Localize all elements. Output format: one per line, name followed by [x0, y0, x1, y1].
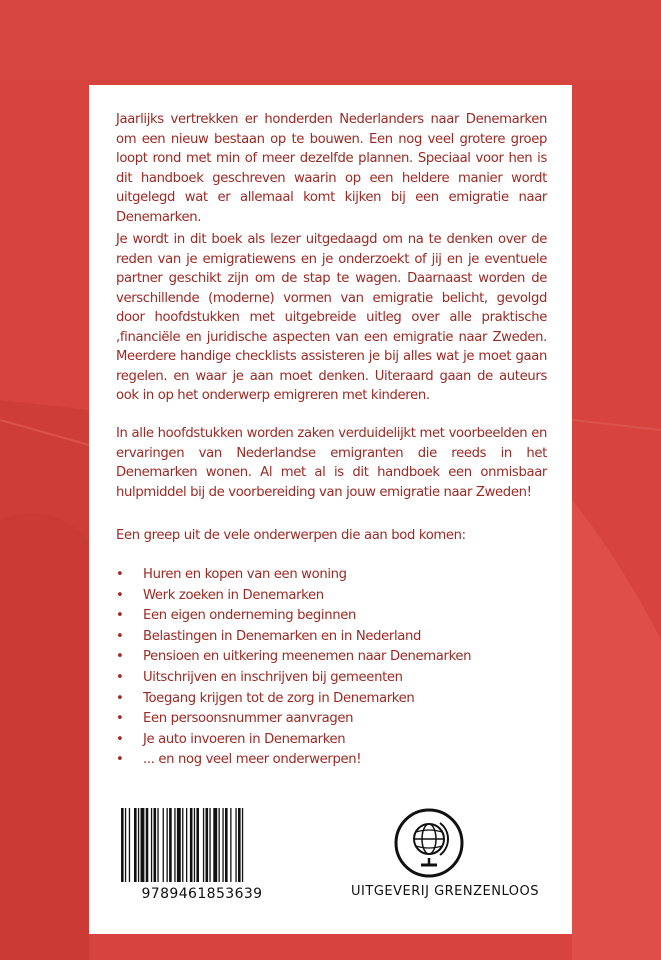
description-paragraph-3: In alle hoofdstukken worden zaken verduidelijkt met voorbeelden en ervaringen van Nederlandse emigranten die reeds in het Denemarken wonen. Al met al is dit handboek een onmisbaar hulpmiddel bij de voorbereiding van jouw emigratie naar Zweden! [116, 426, 547, 500]
list-item-text: Een eigen onderneming beginnen [143, 608, 357, 624]
list-item [116, 750, 547, 771]
bullet-icon: • [116, 669, 124, 685]
isbn-number: 9789461853639 [141, 886, 263, 902]
bullet-icon: • [116, 752, 124, 768]
list-item-text: Uitschrijven en inschrijven bij gemeenten [143, 669, 403, 685]
publisher-name: UITGEVERIJ GRENZENLOOS [351, 884, 539, 899]
list-item-text: Een persoonsnummer aanvragen [143, 711, 354, 727]
list-item [116, 668, 547, 689]
bullet-icon: • [116, 649, 124, 665]
list-item [116, 565, 547, 586]
list-item-text: Je auto invoeren in Denemarken [143, 731, 346, 747]
isbn-barcode [117, 808, 287, 910]
bullet-icon: • [116, 690, 124, 706]
list-item [116, 689, 547, 710]
list-item-text: Belastingen in Denemarken en in Nederland [143, 628, 422, 644]
barcode-bars [117, 808, 287, 884]
list-item [116, 647, 547, 668]
list-item-text: Pensioen en uitkering meenemen naar Denemarken [143, 649, 472, 665]
bullet-icon: • [116, 628, 124, 644]
description-paragraph-2: Je wordt in dit boek als lezer uitgedaagd om na te denken over de reden van je emigratiewens en je onderzoekt of jij en je eventuele partner geschikt zijn om de stap te wagen. Daarnaast worden de verschillende (moderne) vormen van emigratie belicht, gevolgd door hoofdstukken met uitgebreide uitleg over alle praktische ,financiële en juridische aspecten van een emigratie naar Zweden. Meerdere handige checklists assisteren je bij alles wat je moet gaan regelen. en waar je aan moet denken. Uiteraard gaan de auteurs ook in op het onderwerp emigreren met kinderen. [116, 232, 547, 403]
list-item [116, 730, 547, 751]
list-item-text: Werk zoeken in Denemarken [143, 587, 324, 603]
globe-icon [394, 808, 464, 878]
description-paragraph-1: Jaarlijks vertrekken er honderden Nederlanders naar Denemarken om een nieuw bestaan op te bouwen. Een nog veel grotere groep loopt rond met min of meer dezelfde plannen. Speciaal voor hen is dit handboek geschreven waarin op een heldere manier wordt uitgelegd wat er allemaal komt kijken bij een emigratie naar Denemarken. [116, 112, 547, 225]
list-item [116, 627, 547, 648]
topics-list [116, 565, 547, 771]
list-item [116, 606, 547, 627]
list-item [116, 709, 547, 730]
bullet-icon: • [116, 587, 124, 603]
list-item-text: Toegang krijgen tot de zorg in Denemarken [143, 690, 415, 706]
bullet-icon: • [116, 608, 124, 624]
bullet-icon: • [116, 567, 124, 582]
topics-intro: Een greep uit de vele onderwerpen die aan bod komen: [116, 528, 466, 543]
list-item [116, 586, 547, 607]
bullet-icon: • [116, 711, 124, 727]
bullet-icon: • [116, 731, 124, 747]
list-item-text: ... en nog veel meer onderwerpen! [143, 752, 362, 768]
list-item-text: Huren en kopen van een woning [143, 567, 347, 582]
